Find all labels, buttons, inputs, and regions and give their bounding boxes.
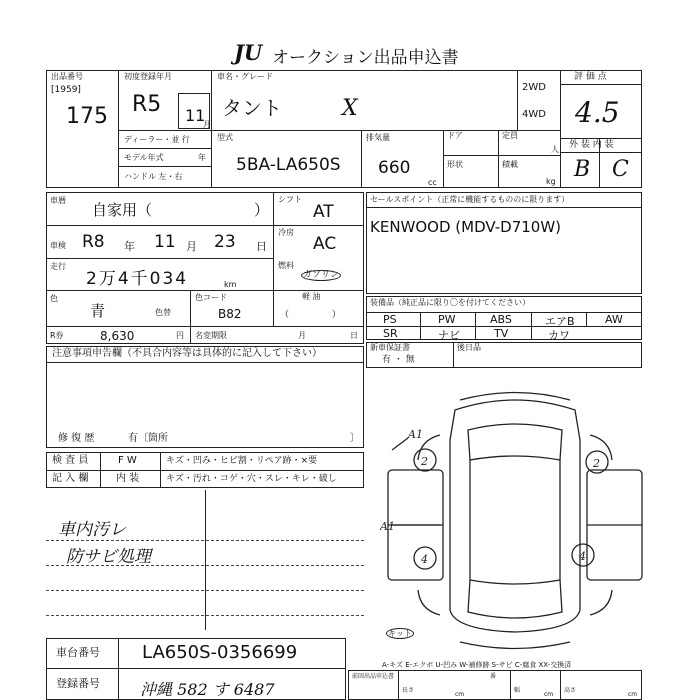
vehicle-name: タント bbox=[222, 96, 282, 120]
fuel-value: ガソリン bbox=[303, 270, 340, 280]
divider bbox=[273, 192, 274, 326]
equip-airbag: エアB bbox=[545, 315, 575, 328]
divider bbox=[475, 312, 476, 340]
divider bbox=[46, 258, 273, 259]
shape-label: 形状 bbox=[447, 160, 463, 169]
top-section-frame bbox=[46, 70, 642, 188]
equip-navi: ナビ bbox=[438, 329, 460, 342]
history-close: ） bbox=[254, 201, 270, 219]
recycle-amount: 8,630 bbox=[100, 329, 135, 343]
divider bbox=[100, 452, 101, 488]
divider bbox=[46, 362, 364, 363]
listing-number: 175 bbox=[66, 104, 108, 129]
inspector-label-1: 検 査 員 bbox=[52, 455, 89, 466]
exterior-grade: B bbox=[574, 157, 591, 182]
cooler-value: AC bbox=[313, 234, 337, 254]
inspection-label: 車検 bbox=[50, 241, 66, 250]
plate-number: 沖縄 582 す 6487 bbox=[140, 680, 275, 699]
divider bbox=[46, 470, 364, 471]
divider bbox=[586, 312, 587, 326]
divider bbox=[560, 138, 642, 139]
model-year-label: モデル年式 bbox=[124, 153, 164, 162]
history-value: 自家用（ bbox=[92, 201, 153, 219]
repair-value: 有〔箇所 bbox=[128, 433, 168, 444]
damage-mark-2-right: 2 bbox=[593, 457, 600, 470]
sales-point-label: セールスポイント（正常に機能するもののに限ります） bbox=[370, 195, 570, 204]
color-code-value: B82 bbox=[218, 307, 242, 321]
divider bbox=[443, 155, 560, 156]
footer-prev-label: 前回出品申込書 bbox=[352, 673, 395, 680]
listing-year-code: [1959] bbox=[51, 85, 81, 95]
doors-label: ドア bbox=[447, 131, 463, 140]
inspector-fw: F W bbox=[118, 455, 137, 466]
note-line bbox=[46, 615, 364, 616]
divider bbox=[118, 166, 211, 167]
color-value: 青 bbox=[90, 302, 106, 320]
postscript-label: 後日品 bbox=[457, 343, 481, 352]
model-year-unit: 年 bbox=[198, 153, 206, 162]
vehicle-name-label: 車名・グレード bbox=[217, 72, 273, 81]
insp-month: 11 bbox=[154, 232, 176, 252]
divider bbox=[443, 130, 444, 188]
color-change-label: 色替 bbox=[155, 308, 171, 317]
warranty-value: 有 ・ 無 bbox=[382, 355, 415, 365]
damage-legend: A-キズ E-エクボ U-凹み W-補修跡 S-サビ C-腐食 XX-交換済 bbox=[382, 661, 572, 669]
equip-tv: TV bbox=[494, 327, 509, 340]
loading-unit: kg bbox=[546, 177, 556, 186]
registration-month-unit: 月 bbox=[203, 120, 211, 129]
footer-width: 幅 bbox=[514, 687, 521, 694]
insp-era-year: R8 bbox=[82, 232, 105, 252]
model-label: 型式 bbox=[217, 133, 233, 142]
car-diagram bbox=[380, 380, 650, 660]
equip-abs: ABS bbox=[490, 313, 512, 326]
inspector-interior: 内 装 bbox=[116, 473, 140, 484]
divider bbox=[560, 670, 561, 700]
page-title: オークション出品申込書 bbox=[272, 48, 459, 68]
divider bbox=[510, 670, 511, 700]
recycle-unit: 円 bbox=[176, 331, 184, 340]
drive-2wd: 2WD bbox=[522, 82, 546, 93]
repair-close: 〕 bbox=[350, 433, 360, 444]
listing-number-label: 出品番号 bbox=[51, 72, 83, 81]
divider bbox=[46, 326, 364, 327]
recycle-label: R券 bbox=[50, 331, 64, 340]
equipment-label: 装備品（純正品に限り〇を付けてください） bbox=[370, 298, 530, 307]
name-change-month: 月 bbox=[298, 331, 306, 340]
chassis-label: 車台番号 bbox=[56, 646, 100, 659]
equip-pw: PW bbox=[438, 313, 456, 326]
color-code-label: 色コード bbox=[195, 293, 227, 302]
name-change-day: 日 bbox=[350, 331, 358, 340]
divider bbox=[118, 638, 119, 700]
damage-mark-a1-mid: A1 bbox=[380, 520, 395, 533]
footer-number: 番 bbox=[490, 673, 497, 680]
divider bbox=[205, 490, 206, 630]
divider bbox=[420, 312, 421, 340]
footer-length-unit: cm bbox=[455, 691, 465, 698]
divider bbox=[190, 326, 191, 344]
interior-grade: C bbox=[612, 157, 629, 182]
inspector-items-1: キズ・凹み・ヒビ割・リペア跡・×要 bbox=[166, 456, 318, 466]
equip-leather: カワ bbox=[548, 329, 570, 342]
handwritten-note-2: 防サビ処理 bbox=[66, 547, 151, 567]
footer-length: 長さ bbox=[402, 687, 415, 694]
damage-mark-4-left: 4 bbox=[421, 553, 428, 566]
equip-sr: SR bbox=[383, 327, 398, 340]
mileage-unit: km bbox=[224, 280, 237, 289]
divider bbox=[453, 342, 454, 368]
notes-label: 注意事項申告欄（不具合内容等は具体的に記入して下さい） bbox=[52, 348, 322, 359]
kit-mark: キット bbox=[388, 629, 412, 638]
sales-point-text: KENWOOD (MDV-D710W) bbox=[370, 218, 562, 236]
divider bbox=[398, 670, 399, 700]
rating-score: 4.5 bbox=[575, 96, 620, 129]
drive-4wd: 4WD bbox=[522, 109, 546, 120]
divider bbox=[118, 130, 560, 131]
divider bbox=[46, 290, 364, 291]
divider bbox=[118, 70, 119, 188]
plate-label: 登録番号 bbox=[56, 677, 100, 690]
ext-int-label: 外 装 内 装 bbox=[569, 140, 614, 150]
mileage-label: 走行 bbox=[50, 262, 66, 271]
insp-day: 23 bbox=[214, 232, 236, 252]
vehicle-grade: X bbox=[342, 96, 358, 121]
brackets: （ ） bbox=[280, 310, 341, 320]
divider bbox=[531, 312, 532, 340]
diesel-label: 軽 油 bbox=[302, 292, 321, 301]
insp-month-unit: 月 bbox=[186, 240, 197, 253]
shift-label: シフト bbox=[278, 195, 302, 204]
fuel-label: 燃料 bbox=[278, 261, 294, 270]
footer-height-unit: cm bbox=[628, 691, 638, 698]
model-value: 5BA-LA650S bbox=[236, 155, 341, 175]
repair-label: 修 復 歴 bbox=[58, 433, 95, 444]
inspector-items-2: キズ・汚れ・コゲ・穴・スレ・キレ・破し bbox=[166, 474, 337, 484]
damage-mark-4-right: 4 bbox=[579, 550, 586, 563]
registration-month: 11 bbox=[185, 106, 206, 125]
damage-mark-a1-top: A1 bbox=[408, 428, 423, 441]
divider bbox=[190, 290, 191, 326]
mileage-value: 2万4千034 bbox=[86, 269, 189, 289]
shift-value: AT bbox=[313, 202, 334, 222]
divider bbox=[211, 70, 212, 188]
footer-height: 高さ bbox=[564, 687, 577, 694]
displacement-label: 排気量 bbox=[366, 133, 390, 142]
capacity-unit: 人 bbox=[551, 145, 559, 154]
color-label: 色 bbox=[50, 294, 58, 303]
registration-era-year: R5 bbox=[132, 92, 162, 117]
divider bbox=[46, 225, 364, 226]
capacity-label: 定員 bbox=[502, 131, 518, 140]
divider bbox=[517, 70, 518, 130]
inspector-label-2: 記 入 欄 bbox=[52, 473, 89, 484]
equip-ps: PS bbox=[383, 313, 397, 326]
divider bbox=[498, 155, 499, 188]
divider bbox=[498, 130, 499, 155]
divider bbox=[118, 148, 211, 149]
displacement-unit: cc bbox=[428, 178, 437, 187]
footer-width-unit: cm bbox=[544, 691, 554, 698]
note-line bbox=[46, 590, 364, 591]
divider bbox=[560, 84, 642, 85]
chassis-number: LA650S-0356699 bbox=[142, 642, 298, 663]
divider bbox=[361, 130, 362, 188]
displacement-value: 660 bbox=[378, 158, 411, 178]
warranty-label: 新車保証書 bbox=[370, 343, 410, 352]
registration-label: 初度登録年月 bbox=[124, 72, 172, 81]
divider bbox=[366, 207, 642, 208]
divider bbox=[46, 668, 346, 669]
note-line bbox=[46, 540, 364, 541]
history-label: 車暦 bbox=[50, 196, 66, 205]
name-change-label: 名変期限 bbox=[195, 331, 227, 340]
handwritten-note-1: 車内汚レ bbox=[58, 520, 126, 540]
cooler-label: 冷房 bbox=[278, 228, 294, 237]
dealer-label: ディーラー・並 行 bbox=[124, 135, 190, 144]
divider bbox=[560, 70, 561, 188]
insp-day-unit: 日 bbox=[256, 240, 267, 253]
auction-logo: JU bbox=[234, 40, 263, 65]
divider bbox=[560, 152, 642, 153]
loading-label: 積載 bbox=[502, 160, 518, 169]
handle-label: ハンドル 左・右 bbox=[124, 172, 183, 181]
rating-label: 評 価 点 bbox=[574, 72, 607, 82]
damage-mark-2-left: 2 bbox=[421, 455, 428, 468]
equip-aw: AW bbox=[605, 313, 623, 326]
insp-year-unit: 年 bbox=[124, 240, 135, 253]
divider bbox=[160, 452, 161, 488]
